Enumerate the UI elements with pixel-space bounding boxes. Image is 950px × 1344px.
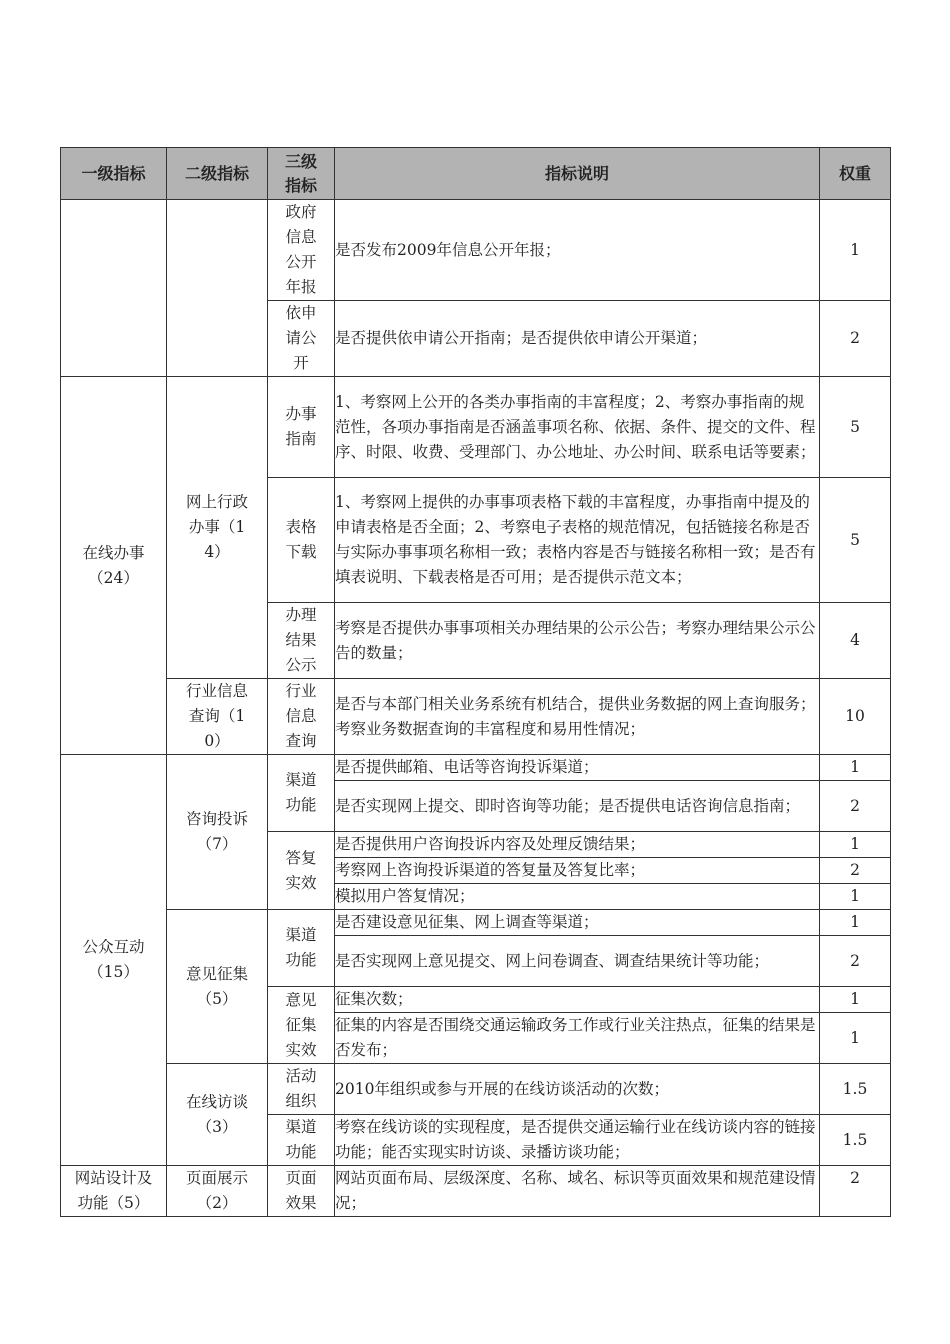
weight-cell: 1 [820,987,891,1013]
weight-cell: 2 [820,858,891,884]
description-cell: 是否提供邮箱、电话等咨询投诉渠道； [335,755,820,781]
weight-cell: 1 [820,910,891,936]
table-row [61,755,891,781]
weight-cell: 1 [820,1013,891,1064]
description-cell: 是否提供用户咨询投诉内容及处理反馈结果； [335,832,820,858]
weight-cell: 1.5 [820,1064,891,1115]
level3-cell: 答复实效 [268,832,335,910]
weight-cell: 2 [820,781,891,832]
weight-cell: 10 [820,679,891,755]
weight-cell: 4 [820,603,891,679]
level2-cell: 在线访谈（3） [167,1064,268,1166]
level3-cell: 办理结果公示 [268,603,335,679]
level1-cell: 公众互动（15） [61,755,167,1166]
level3-cell: 依申请公开 [268,301,335,377]
level3-cell: 表格下载 [268,478,335,603]
weight-cell: 1 [820,832,891,858]
weight-cell: 1 [820,200,891,301]
weight-cell: 5 [820,478,891,603]
level3-cell: 渠道功能 [268,910,335,987]
weight-cell: 2 [820,301,891,377]
weight-cell: 2 [820,936,891,987]
description-cell: 考察是否提供办事事项相关办理结果的公示公告；考察办理结果公示公告的数量； [335,603,820,679]
level3-cell: 政府信息公开年报 [268,200,335,301]
table-row [61,377,891,478]
table-row [61,910,891,936]
level1-cell: 在线办事（24） [61,377,167,755]
level3-cell: 办事指南 [268,377,335,478]
description-cell: 征集次数； [335,987,820,1013]
level2-cell: 意见征集（5） [167,910,268,1064]
description-cell: 征集的内容是否围绕交通运输政务工作或行业关注热点，征集的结果是否发布； [335,1013,820,1064]
description-cell: 是否与本部门相关业务系统有机结合，提供业务数据的网上查询服务；考察业务数据查询的丰富程度和易用性情况； [335,679,820,755]
level1-cell: 网站设计及功能（5） [61,1166,167,1217]
description-cell: 网站页面布局、层级深度、名称、域名、标识等页面效果和规范建设情况； [335,1166,820,1217]
description-cell: 是否提供依申请公开指南；是否提供依申请公开渠道； [335,301,820,377]
header-level3: 三级指标 [268,148,335,200]
level2-cell: 网上行政办事（14） [167,377,268,679]
level1-cell [61,200,167,377]
weight-cell: 1.5 [820,1115,891,1166]
weight-cell: 1 [820,755,891,781]
header-level2: 二级指标 [167,148,268,200]
weight-cell: 5 [820,377,891,478]
weight-cell: 2 [820,1166,891,1217]
description-cell: 是否实现网上提交、即时咨询等功能；是否提供电话咨询信息指南； [335,781,820,832]
level2-cell: 行业信息查询（10） [167,679,268,755]
description-cell: 是否发布2009年信息公开年报； [335,200,820,301]
table-row [61,1166,891,1217]
level3-cell: 行业信息查询 [268,679,335,755]
table-row [61,679,891,755]
level2-cell [167,200,268,377]
description-cell: 是否实现网上意见提交、网上问卷调查、调查结果统计等功能； [335,936,820,987]
table-row [61,1064,891,1115]
level3-cell: 渠道功能 [268,755,335,832]
description-cell: 考察网上咨询投诉渠道的答复量及答复比率； [335,858,820,884]
level2-cell: 咨询投诉（7） [167,755,268,910]
indicator-table [60,147,891,1217]
header-level1: 一级指标 [61,148,167,200]
description-cell: 考察在线访谈的实现程度，是否提供交通运输行业在线访谈内容的链接功能；能否实现实时访谈、录播访谈功能； [335,1115,820,1166]
table-row [61,200,891,301]
level2-cell: 页面展示（2） [167,1166,268,1217]
description-cell: 模拟用户答复情况； [335,884,820,910]
header-description: 指标说明 [335,148,820,200]
description-cell: 1、考察网上提供的办事事项表格下载的丰富程度，办事指南中提及的申请表格是否全面；2、考察电子表格的规范情况，包括链接名称是否与实际办事事项名称相一致；表格内容是否与链接名称相一致；是否有填表说明、下载表格是否可用；是否提供示范文本； [335,478,820,603]
weight-cell: 1 [820,884,891,910]
level3-cell: 意见征集实效 [268,987,335,1064]
description-cell: 是否建设意见征集、网上调查等渠道； [335,910,820,936]
description-cell: 2010年组织或参与开展的在线访谈活动的次数； [335,1064,820,1115]
table-header-row [61,148,891,200]
level3-cell: 渠道功能 [268,1115,335,1166]
level3-cell: 活动组织 [268,1064,335,1115]
header-weight: 权重 [820,148,891,200]
level3-cell: 页面效果 [268,1166,335,1217]
description-cell: 1、考察网上公开的各类办事指南的丰富程度；2、考察办事指南的规范性，各项办事指南是否涵盖事项名称、依据、条件、提交的文件、程序、时限、收费、受理部门、办公地址、办公时间、联系电话等要素； [335,377,820,478]
